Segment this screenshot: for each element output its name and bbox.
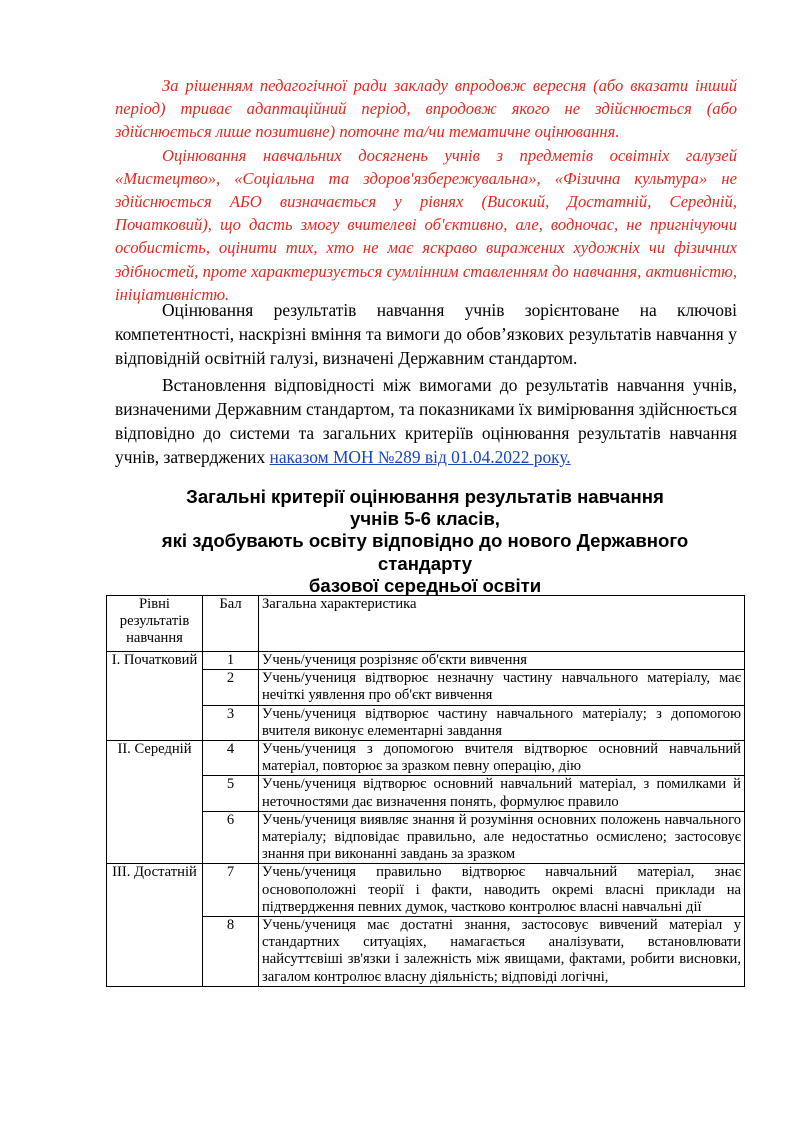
table-row	[107, 705, 745, 740]
row-description: Учень/учениця відтворює частину навчального матеріалу; з допомогою вчителя виконує елементарні завдання	[259, 705, 745, 740]
criteria-table	[106, 595, 745, 987]
table-row	[107, 741, 745, 776]
body-paragraph-1: Оцінювання результатів навчання учнів зорієнтоване на ключові компетентності, наскрізні вміння та вимоги до обов’язкових результатів навчання у відповідній освітній галузі, визначені Державним стандартом.	[115, 300, 737, 368]
table-header-row	[107, 596, 745, 652]
row-description: Учень/учениця відтворює основний навчальний матеріал, з помилками й неточностями дає визначення понять, формулює правило	[259, 776, 745, 811]
row-points: 7	[203, 864, 259, 917]
table-row	[107, 917, 745, 987]
arts-assessment-note: Оцінювання навчальних досягнень учнів з предметів освітніх галузей «Мистецтво», «Соціальна та здоров'язбережувальна», «Фізична культура» не здійснюється АБО визначається у рівнях (Високий, Достатній, Середній, Початковий), що дасть змогу вчителеві об'єктивно, але, водночас, не пригнічуючи особистість, оцінити тих, хто не має яскраво виражених художніх чи фізичних здібностей, проте характеризується сумлінним ставленням до навчання, активністю, ініціативністю.	[115, 145, 737, 304]
row-description: Учень/учениця правильно відтворює навчальний матеріал, знає основоположні теорії і факти, наводить окремі власні приклади на підтвердження певних думок, частково контролює власні навчальні дії	[259, 864, 745, 917]
row-points: 1	[203, 652, 259, 670]
row-points: 4	[203, 741, 259, 776]
row-points: 2	[203, 670, 259, 705]
body-paragraph-2	[115, 373, 737, 469]
row-points: 5	[203, 776, 259, 811]
adaptation-note	[115, 74, 737, 306]
row-points: 3	[203, 705, 259, 740]
row-description: Учень/учениця з допомогою вчителя відтворює основний навчальний матеріал, повторює за зразком певну операцію, дію	[259, 741, 745, 776]
heading-line-2: учнів 5-6 класів,	[350, 508, 500, 530]
header-description: Загальна характеристика	[259, 596, 745, 652]
row-description: Учень/учениця відтворює незначну частину навчального матеріалу, має нечіткі уявлення про об'єкт вивчення	[259, 670, 745, 705]
table-row	[107, 811, 745, 864]
level-initial: I. Початковий	[107, 652, 203, 741]
table-row	[107, 864, 745, 917]
level-sufficient: III. Достатній	[107, 864, 203, 986]
row-points: 8	[203, 917, 259, 987]
paragraph-2-text: Встановлення відповідності між вимогами до результатів навчання учнів, визначеними Державним стандартом, та показниками їх вимірювання здійснюється відповідно до системи та загальних критеріїв оцінювання результатів навчання учнів, затверджених	[115, 375, 737, 467]
row-description: Учень/учениця має достатні знання, застосовує вивчений матеріал у стандартних ситуаціях, намагається аналізувати, встановлювати найсуттєвіші зв'язки і залежність між явищами, фактами, робити висновки, загалом контролює власну діяльність; відповіді логічні,	[259, 917, 745, 987]
table-row	[107, 652, 745, 670]
header-level: Рівні результатів навчання	[107, 596, 203, 652]
row-description: Учень/учениця виявляє знання й розуміння основних положень навчального матеріалу; відповідає правильно, але недостатньо осмислено; застосовує знання при виконанні завдань за зразком	[259, 811, 745, 864]
criteria-heading	[105, 486, 745, 597]
header-points: Бал	[203, 596, 259, 652]
row-points: 6	[203, 811, 259, 864]
heading-line-3: які здобувають освіту відповідно до нового Державного	[161, 530, 689, 552]
table-row	[107, 776, 745, 811]
row-description: Учень/учениця розрізняє об'єкти вивчення	[259, 652, 745, 670]
heading-line-1: Загальні критерії оцінювання результатів навчання	[186, 486, 664, 507]
heading-line-5: базової середньої освіти	[308, 574, 542, 596]
level-middle: II. Середній	[107, 741, 203, 864]
adaptation-period-note: За рішенням педагогічної ради закладу впродовж вересня (або вказати інший період) триває адаптаційний період, впродовж якого не здійснюється (або здійснюється лише позитивне) поточне та/чи тематичне оцінювання.	[115, 76, 737, 142]
heading-line-4: стандарту	[377, 552, 473, 574]
table-row	[107, 670, 745, 705]
mon-order-link[interactable]: наказом МОН №289 від 01.04.2022 року.	[269, 447, 571, 467]
